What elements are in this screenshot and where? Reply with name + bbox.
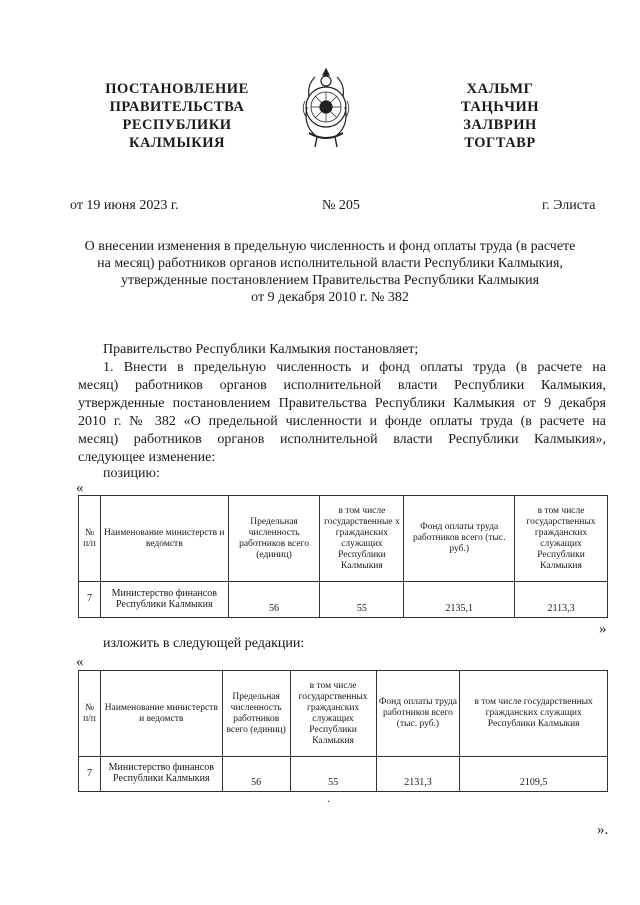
paragraph-line: следующее изменение: xyxy=(78,450,216,465)
header-right xyxy=(445,80,555,152)
col-header: Фонд оплаты труда работников всего (тыс. руб.) xyxy=(404,496,515,582)
col-header: в том числе государственных гражданских служащих Республики Калмыкия xyxy=(460,671,608,757)
paragraph-line: утвержденные постановлением Правительства Республики Калмыкия от 9 декабря xyxy=(78,396,606,411)
cell-value: 2135,1 xyxy=(404,582,515,618)
cell-number: 7 xyxy=(79,757,101,792)
header-left-line: РЕСПУБЛИКИ xyxy=(122,117,232,133)
open-quote: « xyxy=(76,480,84,496)
paragraph-line: месяц) работников органов исполнительной власти Республики Калмыкия», xyxy=(78,432,606,447)
title-line: на месяц) работников органов исполнительной власти Республики Калмыкия, xyxy=(97,256,563,271)
cell-value: 56 xyxy=(222,757,290,792)
document-date: от 19 июня 2023 г. xyxy=(70,198,179,213)
open-quote: « xyxy=(76,654,84,670)
header-left-line: КАЛМЫКИЯ xyxy=(129,135,225,151)
col-header: Наименование министерств и ведомств xyxy=(100,496,228,582)
cell-ministry: Министерство финансов Республики Калмыкия xyxy=(100,582,228,618)
col-header: Наименование министерств и ведомств xyxy=(100,671,222,757)
table-new xyxy=(78,670,608,792)
position-label: позицию: xyxy=(103,466,160,481)
header-right-line: ТОГТАВР xyxy=(464,135,536,151)
header-right-line: ХАЛЬМГ xyxy=(466,81,534,97)
cell-value: 55 xyxy=(320,582,404,618)
col-header: № п/п xyxy=(79,496,101,582)
paragraph-line: 1. Внести в предельную численность и фонд оплаты труда (в расчете на xyxy=(103,360,606,375)
document-number: № 205 xyxy=(322,198,360,213)
header-left xyxy=(92,80,262,152)
col-header: Предельная численность работников всего (единиц) xyxy=(228,496,320,582)
col-header: Предельная численность работников всего (единиц) xyxy=(222,671,290,757)
table-old xyxy=(78,495,608,618)
document-title xyxy=(60,238,600,306)
table-row xyxy=(79,757,608,792)
table-header-row xyxy=(79,671,608,757)
header-left-line: ПОСТАНОВЛЕНИЕ xyxy=(105,81,249,97)
title-line: О внесении изменения в предельную численность и фонд оплаты труда (в расчете xyxy=(84,239,576,254)
table-header-row xyxy=(79,496,608,582)
coat-of-arms-icon xyxy=(297,67,355,149)
cell-value: 56 xyxy=(228,582,320,618)
document-city: г. Элиста xyxy=(542,198,596,213)
cell-value: 2113,3 xyxy=(515,582,608,618)
header-left-line: ПРАВИТЕЛЬСТВА xyxy=(109,99,245,115)
col-header: в том числе государственных гражданских служащих Республики Калмыкия xyxy=(515,496,608,582)
stray-dot: . xyxy=(327,791,330,805)
paragraph-line: месяц) работников органов исполнительной власти Республики Калмыкия, xyxy=(78,378,606,393)
close-quote: ». xyxy=(597,822,609,838)
title-line: утвержденные постановлением Правительства Республики Калмыкия xyxy=(120,273,540,288)
replace-label: изложить в следующей редакции: xyxy=(103,636,305,651)
col-header: в том числе государственных гражданских служащих Республики Калмыкия xyxy=(290,671,376,757)
cell-number: 7 xyxy=(79,582,101,618)
cell-value: 2109,5 xyxy=(460,757,608,792)
col-header: № п/п xyxy=(79,671,101,757)
paragraph-line: 2010 г. № 382 «О предельной численности и фонде оплаты труда (в расчете на xyxy=(78,414,606,429)
col-header: Фонд оплаты труда работников всего (тыс. руб.) xyxy=(376,671,460,757)
table-row xyxy=(79,582,608,618)
cell-value: 55 xyxy=(290,757,376,792)
header-right-line: ТАҢҺЧИН xyxy=(460,99,540,115)
header-right-line: ЗАЛВРИН xyxy=(463,117,537,133)
close-quote: » xyxy=(599,621,607,637)
cell-ministry: Министерство финансов Республики Калмыкия xyxy=(100,757,222,792)
title-line: от 9 декабря 2010 г. № 382 xyxy=(251,290,409,305)
cell-value: 2131,3 xyxy=(376,757,460,792)
intro-text: Правительство Республики Калмыкия постановляет; xyxy=(103,342,419,357)
col-header: в том числе государственные х гражданских служащих Республики Калмыкия xyxy=(320,496,404,582)
